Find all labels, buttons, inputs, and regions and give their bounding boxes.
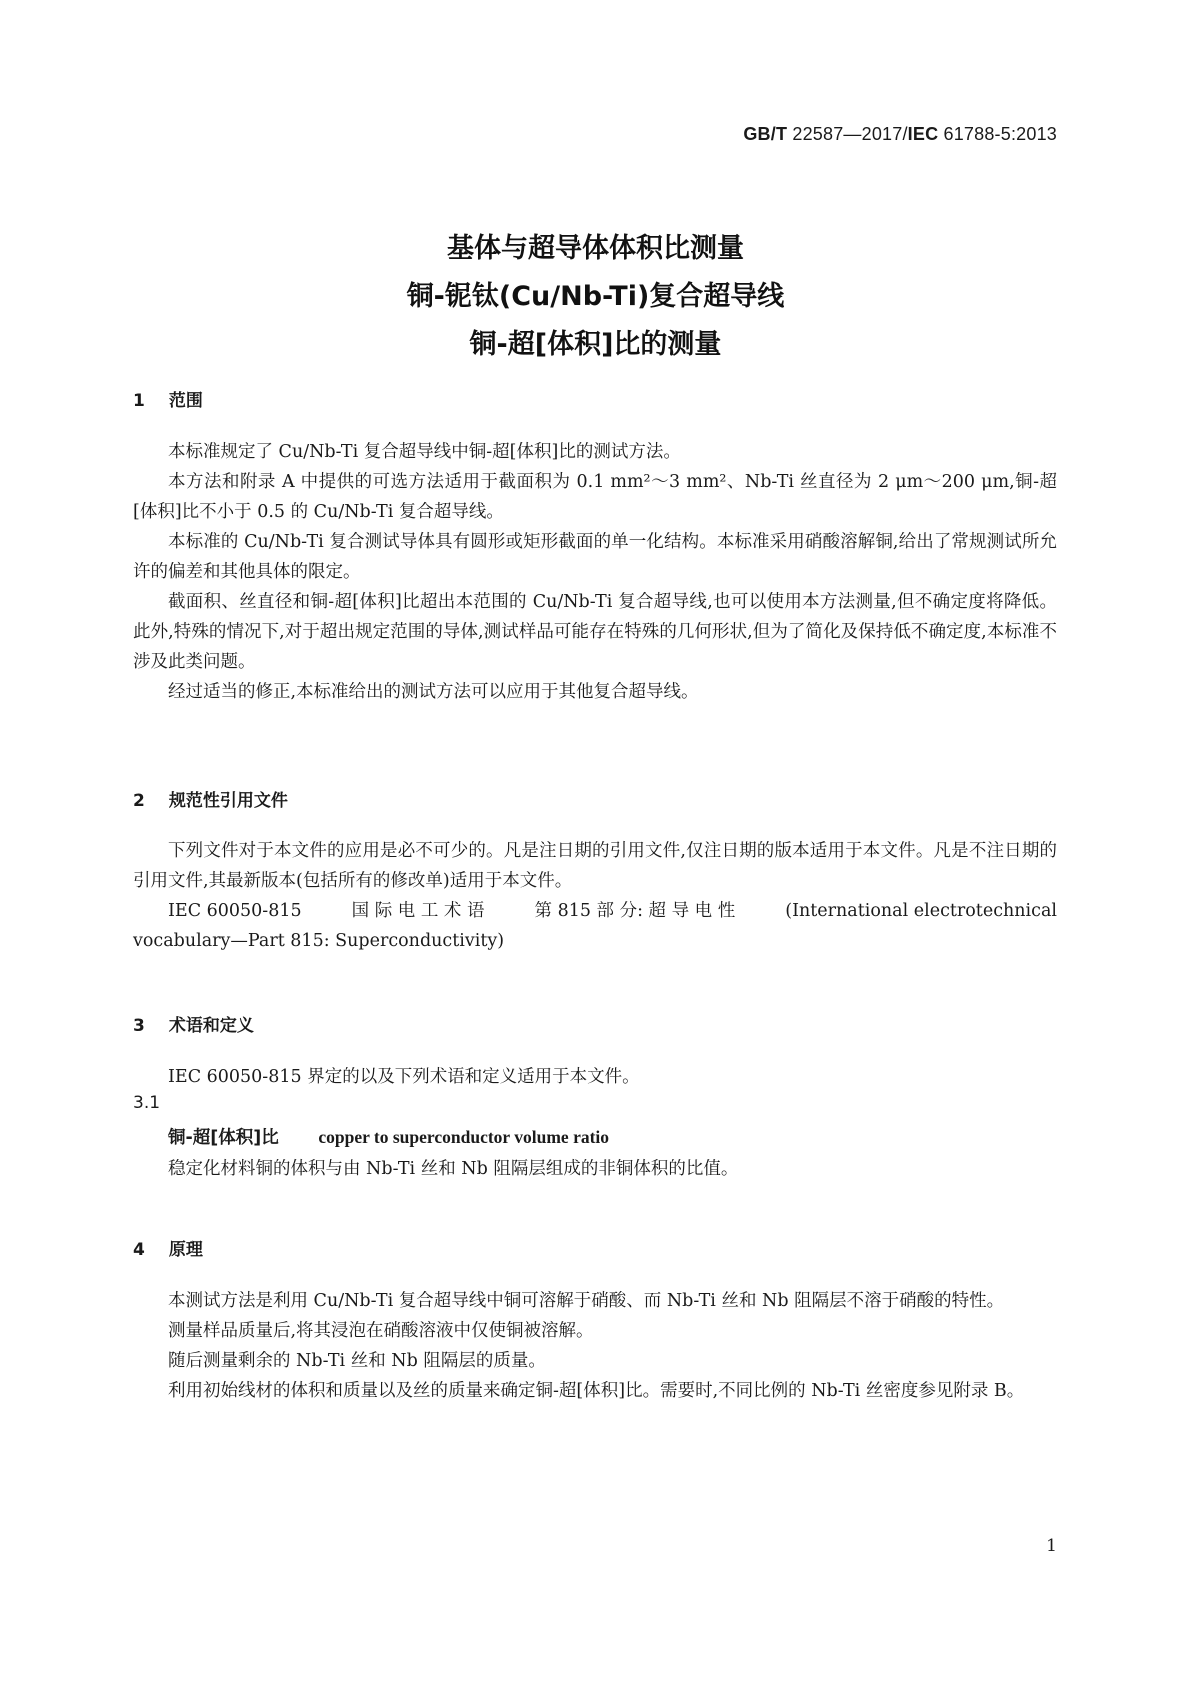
reference-part: 第 815 部 分: 超 导 电 性 <box>534 901 736 921</box>
section-4-heading <box>133 1235 203 1260</box>
title-line-2: 铜-铌钛(Cu/Nb-Ti)复合超导线 <box>406 281 785 312</box>
section-3-title: 术语和定义 <box>168 1016 254 1036</box>
term-definition-block <box>133 1154 1057 1184</box>
section-3-body <box>133 1062 1057 1092</box>
reference-title-en-1: (International electrotechnical <box>785 901 1057 921</box>
section-1-paragraph: 截面积、丝直径和铜-超[体积]比超出本范围的 Cu/Nb-Ti 复合超导线,也可以使用本方法测量,但不确定度将降低。此外,特殊的情况下,对于超出规定范围的导体,测试样品可能存在特殊的几何形状,但为了简化及保持低不确定度,本标准不涉及此类问题。 <box>133 592 1057 672</box>
title-line-3: 铜-超[体积]比的测量 <box>469 329 722 360</box>
term-entry <box>168 1124 609 1149</box>
section-3-heading <box>133 1011 254 1036</box>
section-4-paragraph: 测量样品质量后,将其浸泡在硝酸溶液中仅使铜被溶解。 <box>168 1321 594 1341</box>
document-title <box>0 225 1191 369</box>
standard-code <box>743 124 1057 145</box>
reference-title-zh: 国 际 电 工 术 语 <box>351 901 485 921</box>
section-1-paragraph: 经过适当的修正,本标准给出的测试方法可以应用于其他复合超导线。 <box>168 682 699 702</box>
section-1-title: 范围 <box>168 391 203 411</box>
normative-reference <box>133 896 1057 926</box>
section-2-number: 2 <box>133 791 145 811</box>
standard-code-iec: IEC <box>907 124 939 144</box>
section-3-number: 3 <box>133 1016 145 1036</box>
title-line-1: 基体与超导体体积比测量 <box>447 233 744 264</box>
section-1-paragraph: 本方法和附录 A 中提供的可选方法适用于截面积为 0.1 mm²～3 mm²、Nb-Ti 丝直径为 2 μm～200 μm,铜-超[体积]比不小于 0.5 的 Cu/Nb-Ti 复合超导线。 <box>133 472 1057 522</box>
section-3-paragraph: IEC 60050-815 界定的以及下列术语和定义适用于本文件。 <box>168 1067 640 1087</box>
section-2-title: 规范性引用文件 <box>168 791 288 811</box>
section-2-heading <box>133 786 288 811</box>
section-4-number: 4 <box>133 1240 145 1260</box>
section-2-paragraph: 下列文件对于本文件的应用是必不可少的。凡是注日期的引用文件,仅注日期的版本适用于本文件。凡是不注日期的引用文件,其最新版本(包括所有的修改单)适用于本文件。 <box>133 841 1057 891</box>
section-1-heading <box>133 386 203 411</box>
standard-code-prefix: GB/T <box>743 124 788 144</box>
term-zh: 铜-超[体积]比 <box>168 1128 279 1148</box>
section-1-body <box>133 437 1057 707</box>
section-4-title: 原理 <box>168 1240 203 1260</box>
standard-code-iec-number: 61788-5:2013 <box>943 124 1057 144</box>
term-definition: 稳定化材料铜的体积与由 Nb-Ti 丝和 Nb 阻隔层组成的非铜体积的比值。 <box>168 1159 739 1179</box>
section-4-paragraph: 利用初始线材的体积和质量以及丝的质量来确定铜-超[体积]比。需要时,不同比例的 Nb-Ti 丝密度参见附录 B。 <box>168 1381 1025 1401</box>
standard-code-number: 22587—2017/ <box>792 124 908 144</box>
section-1-number: 1 <box>133 391 145 411</box>
subclause-number: 3.1 <box>133 1093 161 1113</box>
term-en: copper to superconductor volume ratio <box>318 1127 610 1147</box>
section-4-paragraph: 本测试方法是利用 Cu/Nb-Ti 复合超导线中铜可溶解于硝酸、而 Nb-Ti 丝和 Nb 阻隔层不溶于硝酸的特性。 <box>168 1291 1005 1311</box>
section-4-body <box>133 1286 1057 1406</box>
section-2-body <box>133 836 1057 956</box>
section-1-paragraph: 本标准规定了 Cu/Nb-Ti 复合超导线中铜-超[体积]比的测试方法。 <box>168 442 681 462</box>
section-4-paragraph: 随后测量剩余的 Nb-Ti 丝和 Nb 阻隔层的质量。 <box>168 1351 546 1371</box>
reference-title-en-2: vocabulary—Part 815: Superconductivity) <box>133 931 505 951</box>
section-1-paragraph: 本标准的 Cu/Nb-Ti 复合测试导体具有圆形或矩形截面的单一化结构。本标准采用硝酸溶解铜,给出了常规测试所允许的偏差和其他具体的限定。 <box>133 532 1057 582</box>
page-number: 1 <box>1046 1536 1057 1556</box>
reference-code: IEC 60050-815 <box>168 901 302 921</box>
